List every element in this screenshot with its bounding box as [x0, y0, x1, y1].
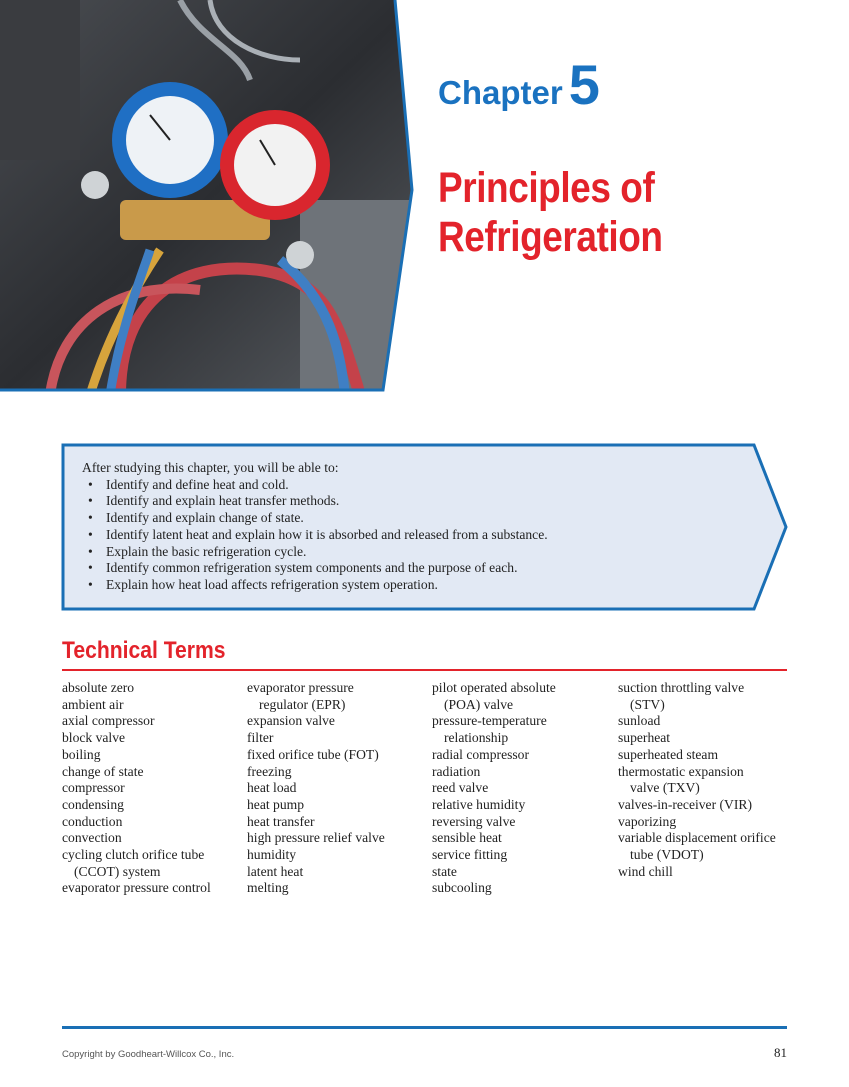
term-item	[247, 764, 385, 781]
objectives-list	[82, 477, 548, 594]
chapter-number: 5	[568, 53, 600, 116]
term-item	[62, 880, 211, 897]
term-item	[247, 864, 385, 881]
term-item	[618, 730, 776, 747]
term-line: (POA) valve	[444, 696, 514, 712]
term-line: sunload	[618, 713, 661, 729]
term-line: change of state	[62, 763, 144, 779]
term-item	[432, 797, 556, 814]
term-item	[62, 747, 211, 764]
section-divider	[62, 669, 787, 671]
objective-item: • Identify latent heat and explain how it is absorbed and released from a substance.	[82, 527, 548, 544]
term-line: conduction	[62, 813, 123, 829]
term-line: latent heat	[247, 863, 304, 879]
footer-divider	[62, 1026, 787, 1029]
chapter-title	[438, 164, 663, 262]
term-item	[62, 730, 211, 747]
term-item	[247, 880, 385, 897]
term-line: heat pump	[247, 796, 305, 812]
term-line: boiling	[62, 746, 101, 762]
terms-column	[618, 680, 776, 880]
term-line: expansion valve	[247, 713, 335, 729]
term-item	[618, 764, 776, 797]
term-item	[62, 780, 211, 797]
term-item	[247, 730, 385, 747]
term-item	[432, 830, 556, 847]
terms-column	[62, 680, 211, 897]
term-item	[247, 680, 385, 713]
term-line: axial compressor	[62, 713, 155, 729]
term-line: high pressure relief valve	[247, 830, 385, 846]
term-item	[618, 713, 776, 730]
term-item	[62, 814, 211, 831]
term-line: superheated steam	[618, 746, 719, 762]
term-item	[62, 830, 211, 847]
chapter-photo-ac-manifold-gauges	[0, 0, 420, 395]
term-line: subcooling	[432, 880, 492, 896]
term-line: (CCOT) system	[74, 863, 161, 879]
terms-column	[247, 680, 385, 897]
technical-terms-heading: Technical Terms	[62, 637, 226, 664]
term-line: freezing	[247, 763, 292, 779]
term-item	[432, 764, 556, 781]
term-line: absolute zero	[62, 680, 135, 695]
term-line: (STV)	[630, 696, 665, 712]
term-item	[618, 680, 776, 713]
term-item	[618, 864, 776, 881]
page-number: 81	[774, 1045, 787, 1060]
term-line: relationship	[444, 730, 509, 746]
term-line: service fitting	[432, 847, 508, 863]
term-line: fixed orifice tube (FOT)	[247, 746, 379, 762]
term-line: variable displacement orifice	[618, 830, 776, 846]
objective-item: • Identify and explain heat transfer methods.	[82, 493, 548, 510]
term-line: condensing	[62, 796, 124, 812]
term-item	[62, 713, 211, 730]
term-line: ambient air	[62, 696, 124, 712]
term-item	[432, 864, 556, 881]
term-item	[62, 847, 211, 880]
term-item	[432, 780, 556, 797]
term-line: melting	[247, 880, 289, 896]
term-item	[62, 764, 211, 781]
term-line: evaporator pressure	[247, 680, 354, 695]
term-line: relative humidity	[432, 796, 526, 812]
term-line: superheat	[618, 730, 671, 746]
term-line: pressure-temperature	[432, 713, 547, 729]
term-item	[247, 847, 385, 864]
term-line: pilot operated absolute	[432, 680, 556, 695]
objective-item: • Identify and explain change of state.	[82, 510, 548, 527]
term-line: filter	[247, 730, 274, 746]
term-item	[62, 680, 211, 697]
objective-item: • Explain how heat load affects refrigeration system operation.	[82, 577, 548, 594]
term-item	[62, 697, 211, 714]
learning-objectives	[82, 460, 548, 594]
term-item	[432, 713, 556, 746]
term-item	[247, 814, 385, 831]
term-line: evaporator pressure control	[62, 880, 211, 896]
term-line: block valve	[62, 730, 126, 746]
chapter-title-line: Refrigeration	[438, 213, 663, 261]
term-line: wind chill	[618, 863, 673, 879]
term-item	[247, 747, 385, 764]
term-line: valve (TXV)	[630, 780, 700, 796]
term-line: reed valve	[432, 780, 489, 796]
term-item	[432, 814, 556, 831]
term-line: cycling clutch orifice tube	[62, 847, 205, 863]
term-line: reversing valve	[432, 813, 516, 829]
term-item	[247, 797, 385, 814]
term-line: radial compressor	[432, 746, 530, 762]
term-line: regulator (EPR)	[259, 696, 346, 712]
term-line: vaporizing	[618, 813, 677, 829]
term-item	[62, 797, 211, 814]
chapter-label: Chapter	[438, 74, 563, 111]
objective-item: • Identify and define heat and cold.	[82, 477, 548, 494]
term-item	[247, 780, 385, 797]
term-line: compressor	[62, 780, 125, 796]
term-item	[432, 847, 556, 864]
term-line: sensible heat	[432, 830, 502, 846]
term-line: state	[432, 863, 457, 879]
term-line: heat transfer	[247, 813, 315, 829]
chapter-heading	[438, 52, 600, 117]
terms-column	[432, 680, 556, 897]
term-item	[618, 797, 776, 814]
objectives-intro: After studying this chapter, you will be able to:	[82, 460, 339, 475]
term-line: radiation	[432, 763, 481, 779]
term-line: tube (VDOT)	[630, 847, 704, 863]
term-line: valves-in-receiver (VIR)	[618, 796, 752, 812]
term-item	[432, 680, 556, 713]
copyright-notice: Copyright by Goodheart-Willcox Co., Inc.	[62, 1049, 235, 1060]
term-line: humidity	[247, 847, 297, 863]
term-line: thermostatic expansion	[618, 763, 744, 779]
term-line: heat load	[247, 780, 297, 796]
term-line: suction throttling valve	[618, 680, 745, 695]
term-item	[247, 713, 385, 730]
chapter-title-line: Principles of	[438, 164, 655, 212]
term-item	[618, 814, 776, 831]
term-item	[618, 747, 776, 764]
term-item	[432, 880, 556, 897]
term-line: convection	[62, 830, 122, 846]
term-item	[247, 830, 385, 847]
term-item	[432, 747, 556, 764]
objective-item: • Explain the basic refrigeration cycle.	[82, 544, 548, 561]
objective-item: • Identify common refrigeration system components and the purpose of each.	[82, 560, 548, 577]
term-item	[618, 830, 776, 863]
